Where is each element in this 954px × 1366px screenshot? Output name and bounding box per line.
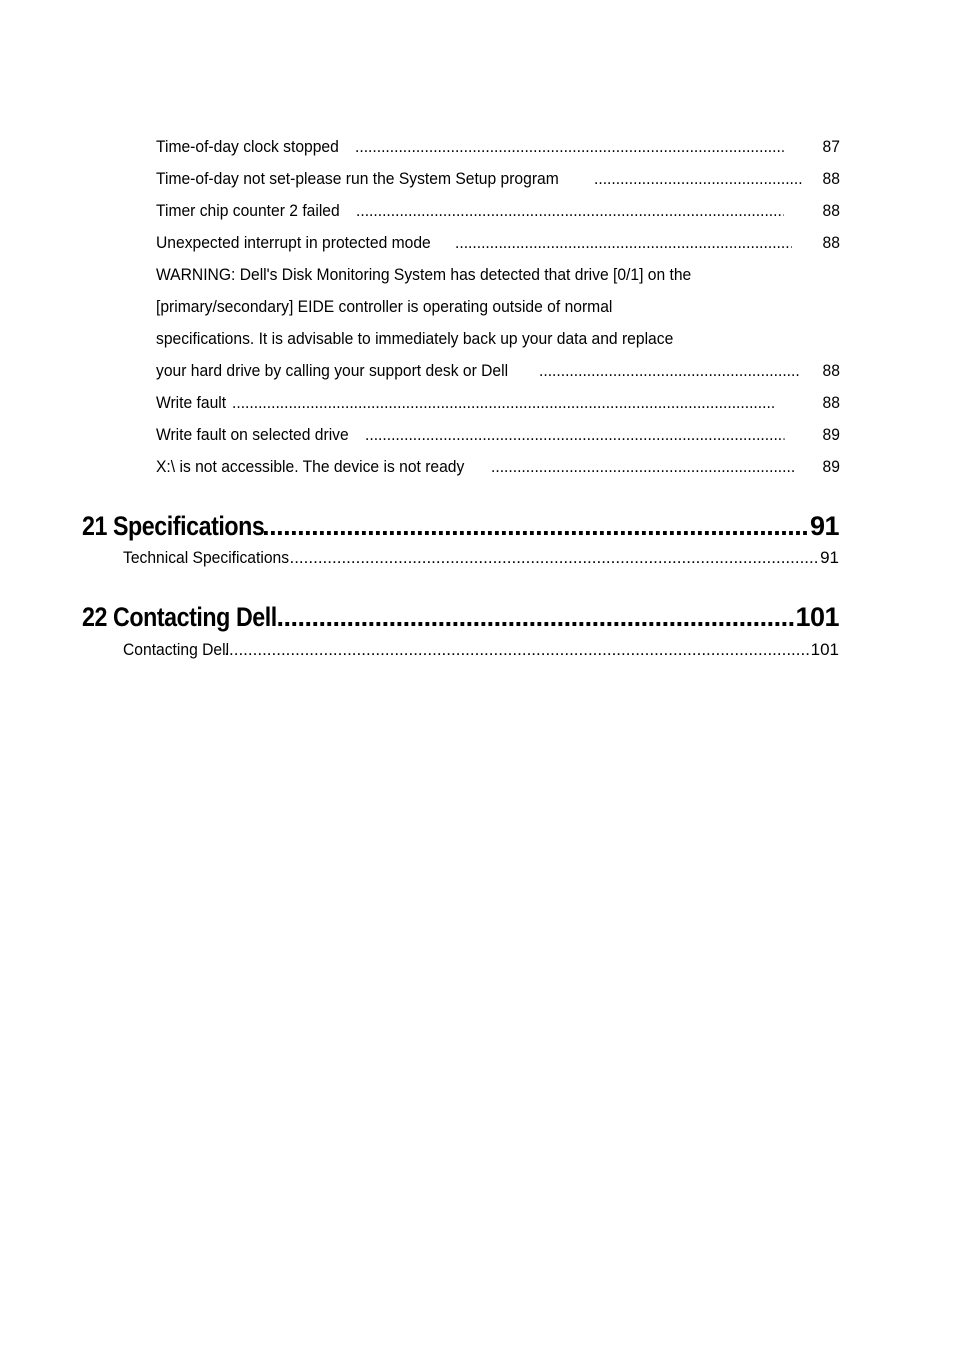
toc-entry-label: your hard drive by calling your support desk or Dell xyxy=(156,361,509,380)
toc-entry-time-of-day-not-set[interactable] xyxy=(156,168,840,190)
toc-entry-label: Time-of-day not set-please run the System Setup program xyxy=(156,169,559,188)
toc-entry-page: 89 xyxy=(822,425,840,444)
leader-dots xyxy=(289,547,820,569)
leader-dots xyxy=(355,136,784,158)
toc-entry-time-of-day-clock-stopped[interactable] xyxy=(156,136,840,158)
leader-dots xyxy=(594,168,803,190)
toc-section-contacting-dell[interactable] xyxy=(123,639,839,661)
toc-entry-page: 88 xyxy=(822,393,840,412)
leader-dots xyxy=(262,509,810,543)
toc-entry-page: 88 xyxy=(822,201,840,220)
toc-entry-label-line: specifications. It is advisable to immediately back up your data and replace xyxy=(156,329,674,348)
toc-chapter-page: 91 xyxy=(809,511,839,541)
toc-entry-page: 88 xyxy=(822,169,840,188)
toc-chapter-page: 101 xyxy=(795,602,839,632)
toc-entry-unexpected-interrupt[interactable] xyxy=(156,232,840,254)
toc-entry-label: Write fault on selected drive xyxy=(156,425,349,444)
toc-entry-write-fault[interactable] xyxy=(156,392,840,414)
leader-dots xyxy=(365,424,784,446)
leader-dots xyxy=(455,232,792,254)
toc-entry-label: Unexpected interrupt in protected mode xyxy=(156,233,431,252)
toc-entry-timer-chip-counter-2-failed[interactable] xyxy=(156,200,840,222)
toc-section-page: 101 xyxy=(810,640,839,659)
toc-entry-label: X:\ is not accessible. The device is not ready xyxy=(156,457,465,476)
toc-section-label: Contacting Dell xyxy=(123,640,230,659)
toc-entry-label-line: WARNING: Dell's Disk Monitoring System has detected that drive [0/1] on the xyxy=(156,265,692,284)
toc-entry-page: 88 xyxy=(822,361,840,380)
toc-entry-label: Time-of-day clock stopped xyxy=(156,137,339,156)
toc-entry-page: 87 xyxy=(822,137,840,156)
toc-entry-page: 89 xyxy=(822,457,840,476)
toc-chapter-22-contacting-dell[interactable] xyxy=(82,600,839,634)
leader-dots xyxy=(491,456,795,478)
toc-entry-write-fault-selected-drive[interactable] xyxy=(156,424,840,446)
toc-section-label: Technical Specifications xyxy=(123,548,290,567)
toc-entry-label-line: [primary/secondary] EIDE controller is operating outside of normal xyxy=(156,297,613,316)
toc-chapter-21-specifications[interactable] xyxy=(82,509,839,543)
leader-dots xyxy=(224,639,810,661)
leader-dots xyxy=(232,392,774,414)
toc-section-page: 91 xyxy=(820,548,839,567)
toc-entry-label-last-line xyxy=(156,360,840,382)
toc-section-technical-specifications[interactable] xyxy=(123,547,839,569)
toc-entry-page: 88 xyxy=(822,233,840,252)
toc-entry-x-not-accessible[interactable] xyxy=(156,456,840,478)
toc-chapter-label: 21 Specifications xyxy=(82,511,265,541)
toc-entry-label: Write fault xyxy=(156,393,227,412)
leader-dots xyxy=(356,200,784,222)
leader-dots xyxy=(277,600,796,634)
leader-dots xyxy=(539,360,799,382)
toc-chapter-label: 22 Contacting Dell xyxy=(82,602,277,632)
toc-entry-label: Timer chip counter 2 failed xyxy=(156,201,340,220)
